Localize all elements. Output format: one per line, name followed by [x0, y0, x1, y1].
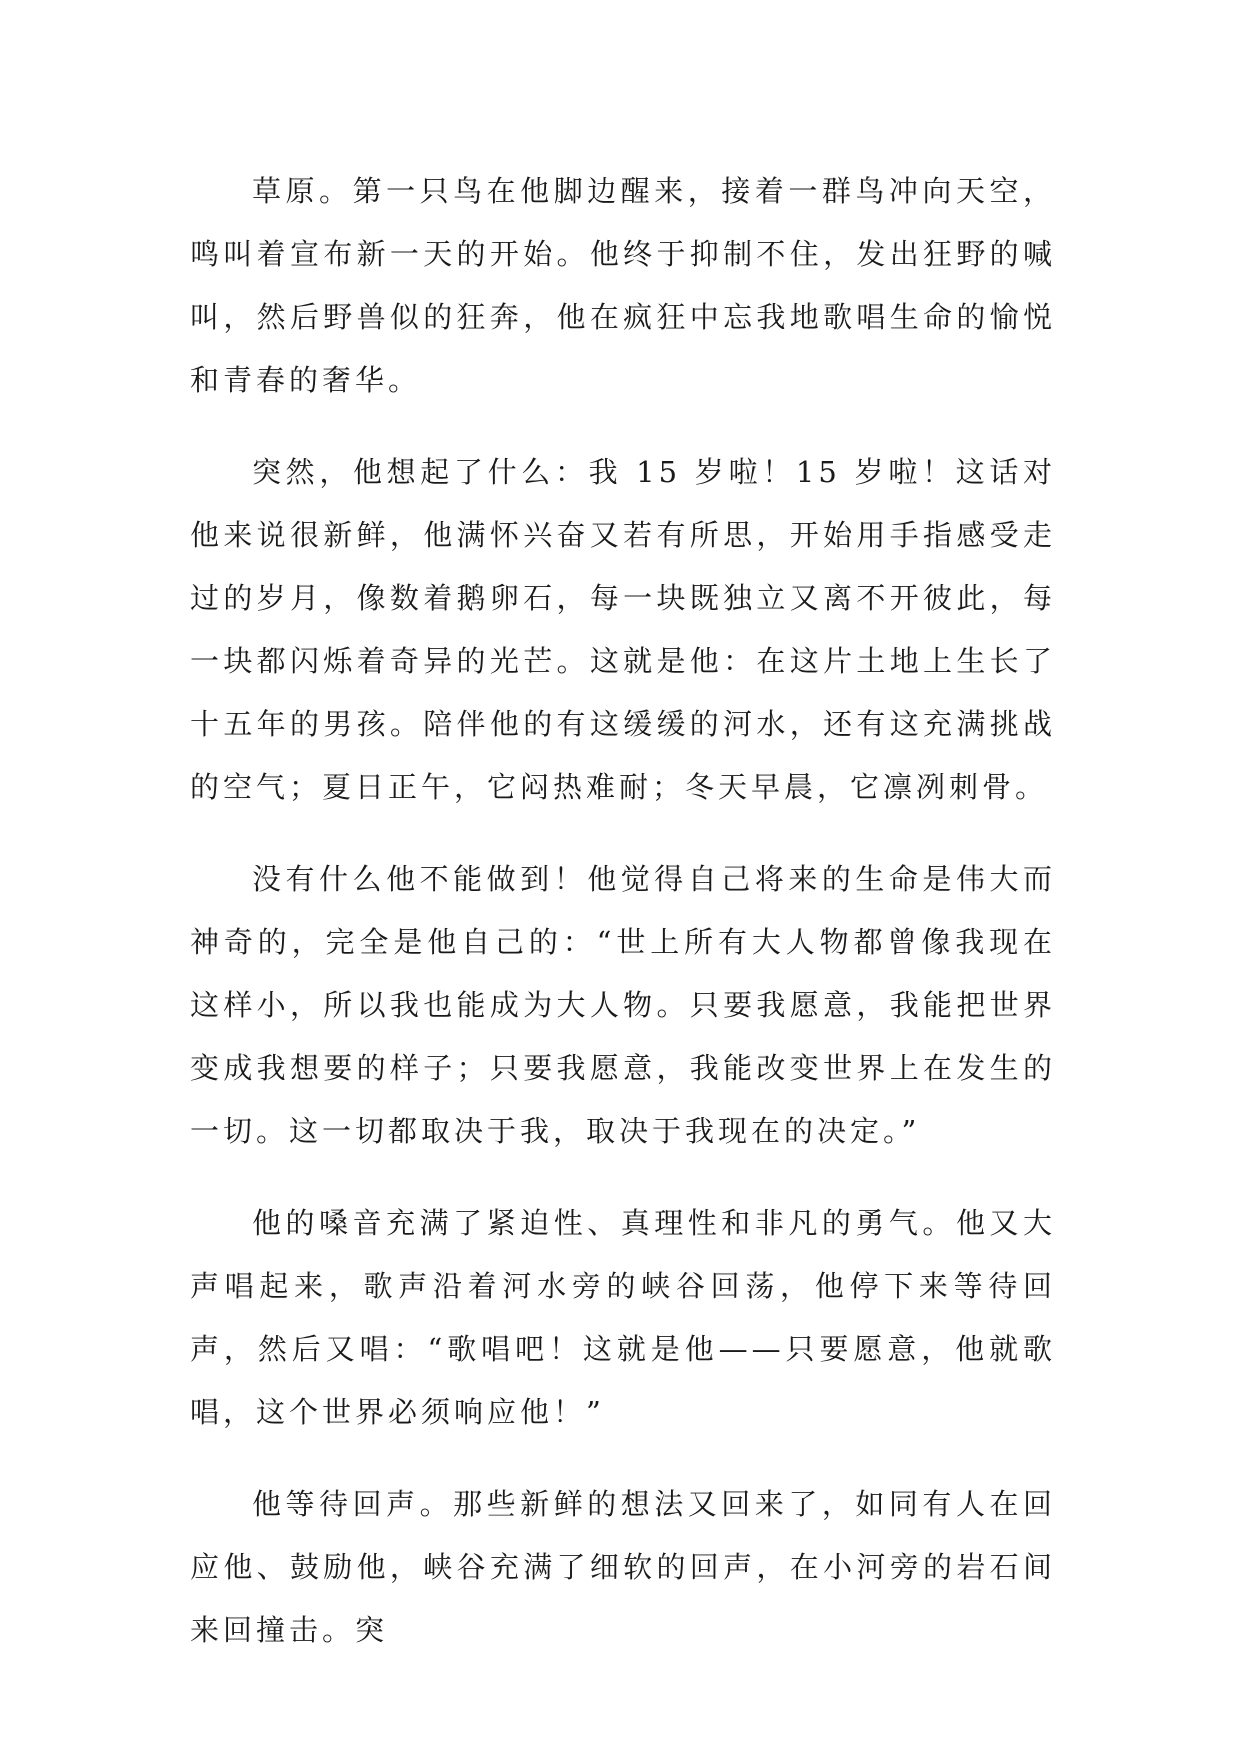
paragraph-3: 没有什么他不能做到！他觉得自己将来的生命是伟大而神奇的，完全是他自己的：“世上所有大人物都曾像我现在这样小，所以我也能成为大人物。只要我愿意，我能把世界变成我想要的样子；只要我愿意，我能改变世界上在发生的一切。这一切都取决于我，取决于我现在的决定。” [190, 862, 1056, 1148]
document-body [190, 160, 1056, 1691]
paragraph-5: 他等待回声。那些新鲜的想法又回来了，如同有人在回应他、鼓励他，峡谷充满了细软的回声，在小河旁的岩石间来回撞击。突 [190, 1487, 1056, 1647]
paragraph-2: 突然，他想起了什么：我 15 岁啦！15 岁啦！这话对他来说很新鲜，他满怀兴奋又若有所思，开始用手指感受走过的岁月，像数着鹅卵石，每一块既独立又离不开彼此，每一块都闪烁着奇异的光芒。这就是他：在这片土地上生长了十五年的男孩。陪伴他的有这缓缓的河水，还有这充满挑战的空气；夏日正午，它闷热难耐；冬天早晨，它凛冽刺骨。 [190, 455, 1056, 804]
paragraph-1: 草原。第一只鸟在他脚边醒来，接着一群鸟冲向天空，鸣叫着宣布新一天的开始。他终于抑制不住，发出狂野的喊叫，然后野兽似的狂奔，他在疯狂中忘我地歌唱生命的愉悦和青春的奢华。 [190, 174, 1056, 397]
paragraph-4: 他的嗓音充满了紧迫性、真理性和非凡的勇气。他又大声唱起来，歌声沿着河水旁的峡谷回荡，他停下来等待回声，然后又唱：“歌唱吧！这就是他——只要愿意，他就歌唱，这个世界必须响应他！” [190, 1206, 1056, 1429]
